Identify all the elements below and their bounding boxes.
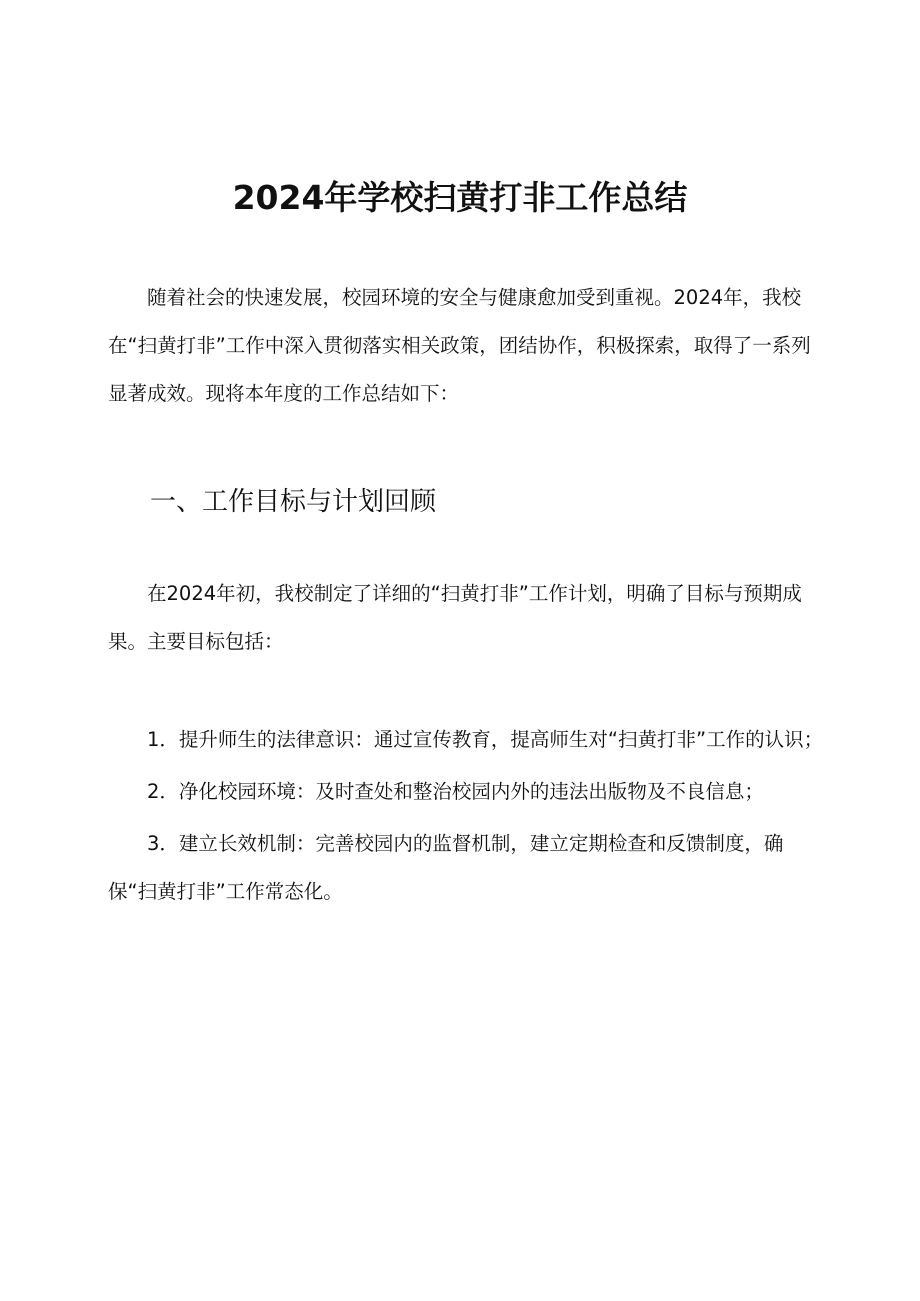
section-paragraph-block: [108, 570, 828, 666]
goal-item-1: 1．提升师生的法律意识：通过宣传教育，提高师生对“扫黄打非”工作的认识；: [147, 728, 824, 751]
document-title: 2024年学校扫黄打非工作总结: [232, 178, 688, 217]
section-heading: 一、工作目标与计划回顾: [150, 487, 437, 517]
goal-item-2: 2．净化校园环境：及时查处和整治校园内外的违法出版物及不良信息；: [147, 780, 764, 803]
section-paragraph: 在2024年初，我校制定了详细的“扫黄打非”工作计划，明确了目标与预期成果。主要目标包括：: [108, 582, 802, 653]
goal-list: [108, 716, 828, 916]
goal-item-3: 3．建立长效机制：完善校园内的监督机制，建立定期检查和反馈制度，确保“扫黄打非”工作常态化。: [108, 832, 784, 903]
intro-paragraph: 随着社会的快速发展，校园环境的安全与健康愈加受到重视。2024年，我校在“扫黄打非”工作中深入贯彻落实相关政策，团结协作，积极探索，取得了一系列显著成效。现将本年度的工作总结如下：: [108, 286, 811, 405]
intro-block: [108, 274, 828, 418]
